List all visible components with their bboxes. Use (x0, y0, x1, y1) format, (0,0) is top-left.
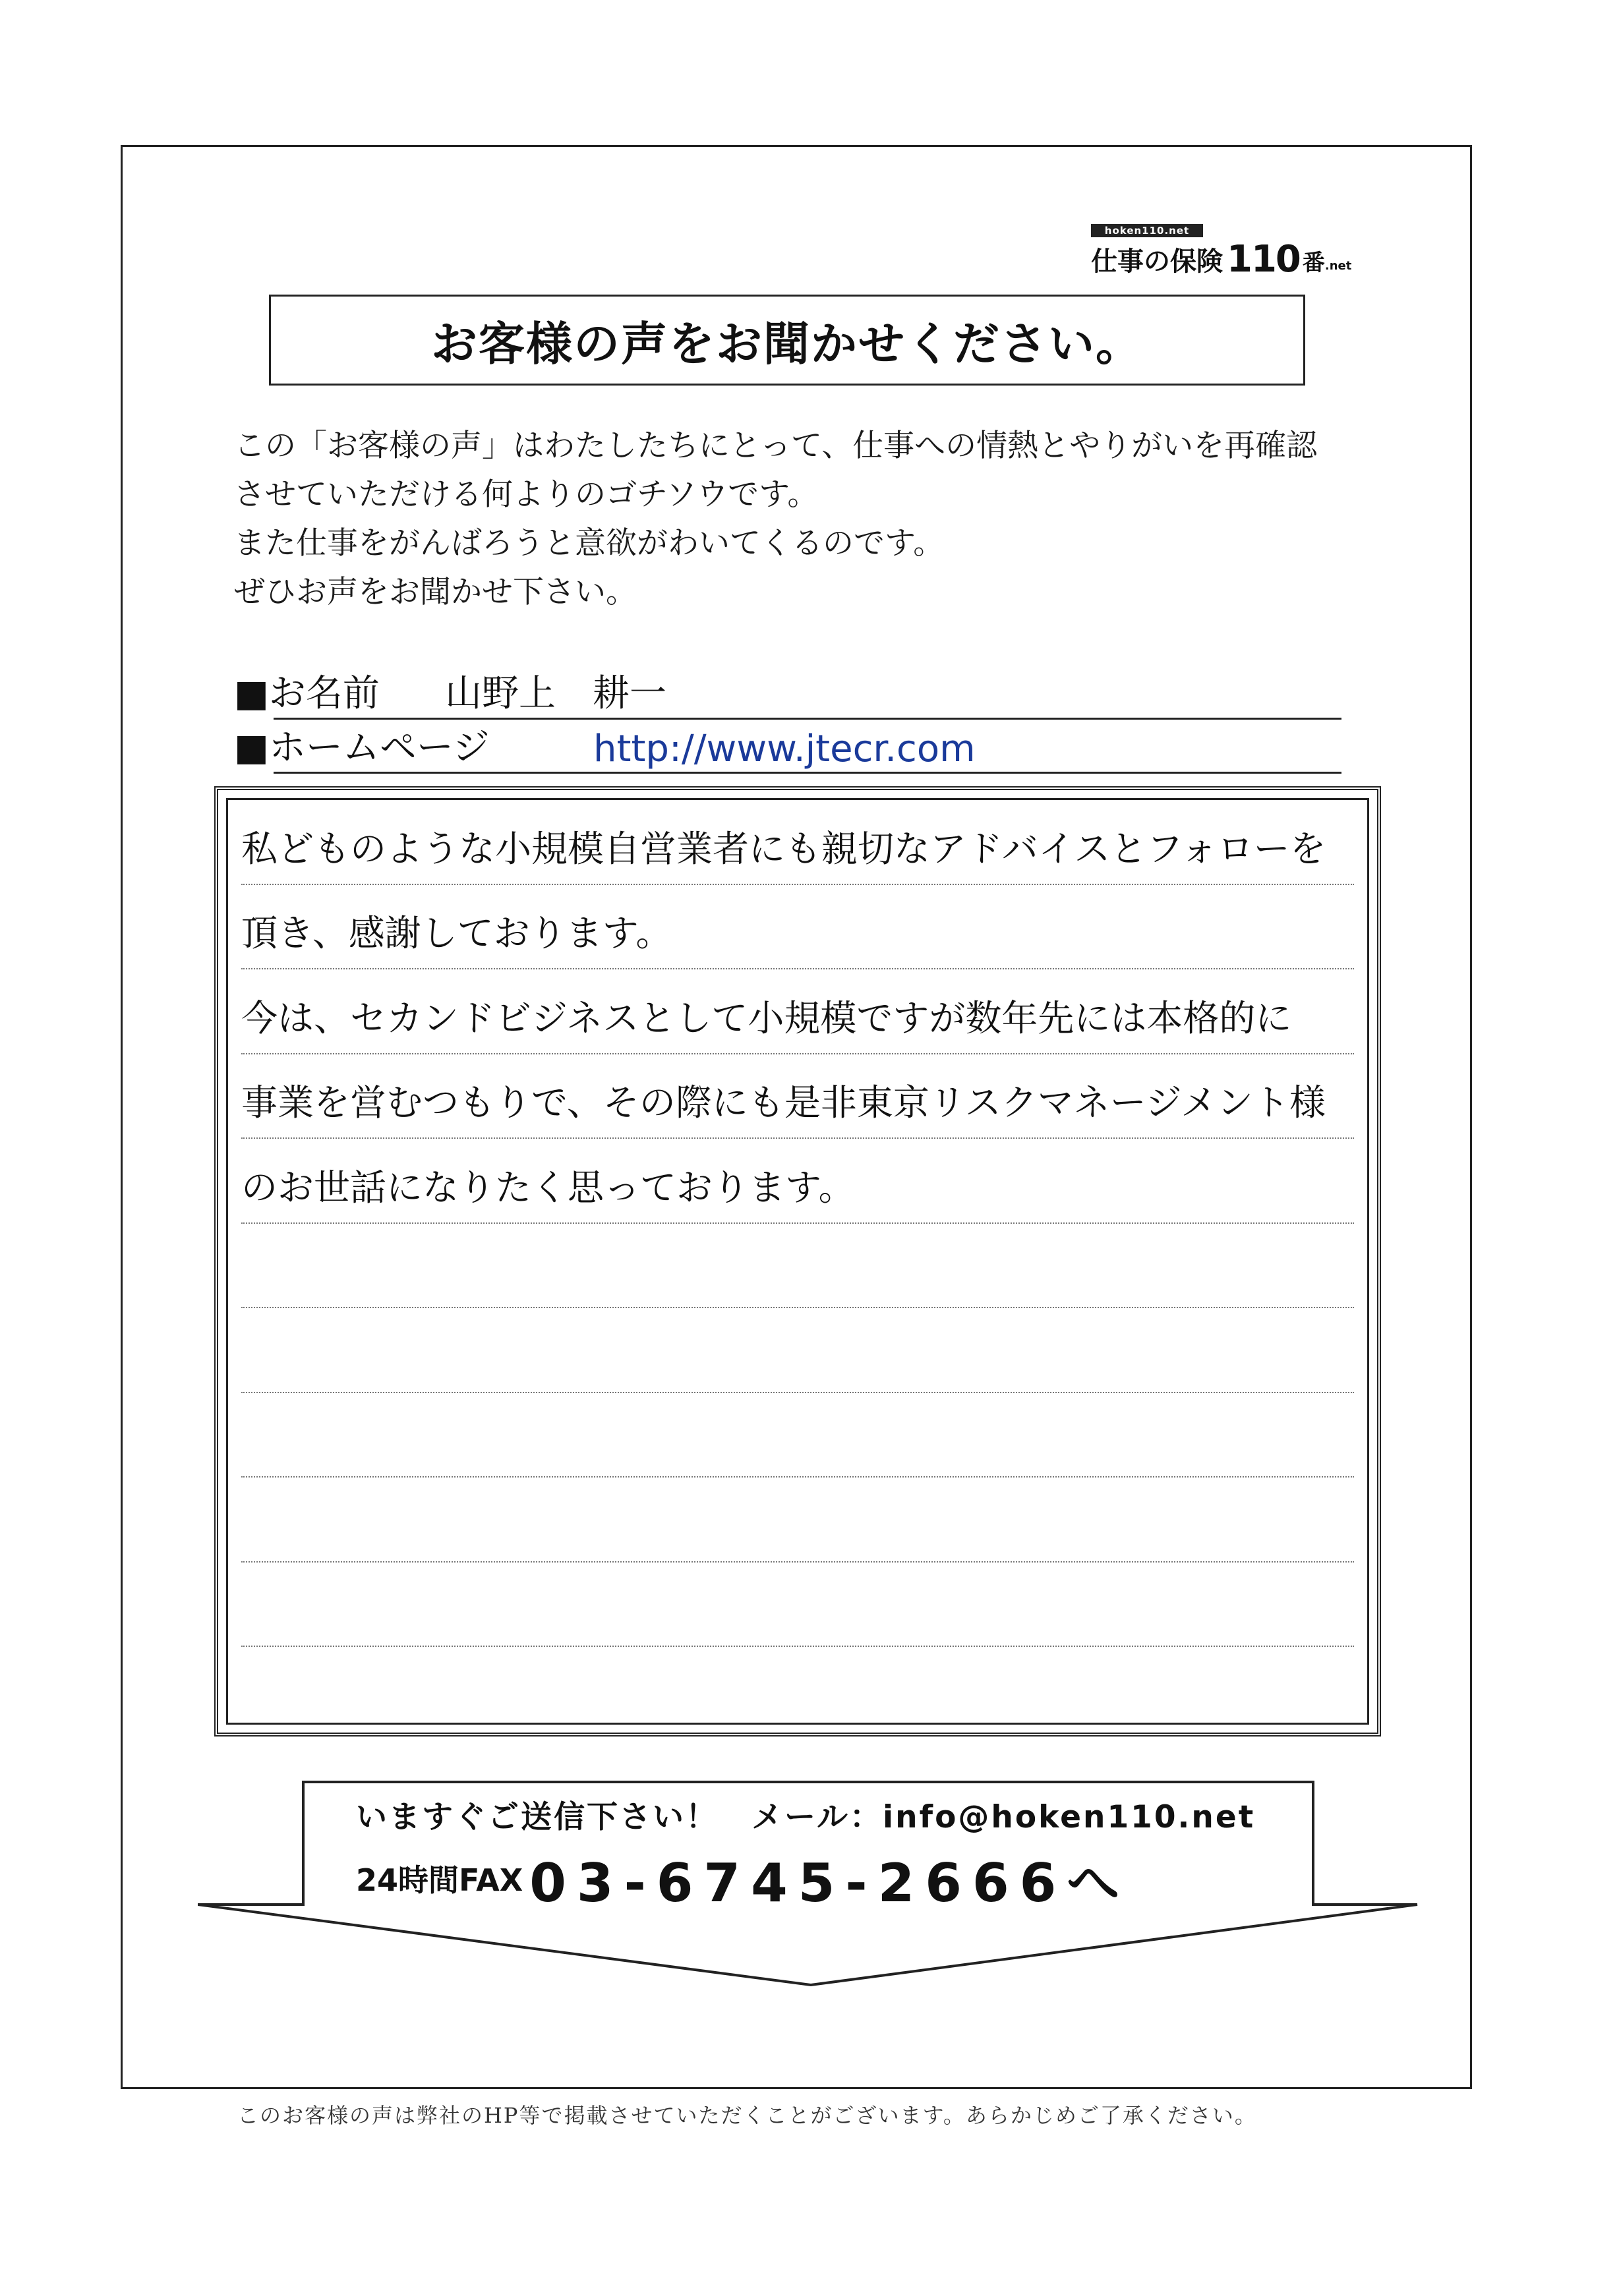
comment-line (241, 1647, 1354, 1732)
page-title: お客様の声をお聞かせください。 (431, 316, 1143, 371)
comment-line (241, 1478, 1354, 1563)
name-label: ■お名前 (234, 672, 380, 715)
send-arrow (198, 1779, 1424, 1997)
homepage-link[interactable]: http://www.jtecr.com (593, 728, 976, 770)
comment-line (241, 1308, 1354, 1393)
homepage-label: ■ホームページ (234, 726, 490, 769)
comment-text: のお世話になりたく思っております。 (241, 1166, 855, 1209)
logo-tld: .net (1324, 259, 1352, 273)
intro-line: また仕事をがんばろうと意欲がわいてくるのです。 (234, 525, 945, 561)
comment-line (241, 800, 1354, 885)
comment-text: 事業を営むつもりで、その際にも是非東京リスクマネージメント様 (241, 1081, 1326, 1124)
logo-number: 110 (1227, 238, 1300, 281)
fax-row (356, 1845, 1131, 1914)
fax-number: 03-6745-2666へ (529, 1852, 1131, 1914)
intro-line: させていただける何よりのゴチソウです。 (234, 476, 819, 513)
name-value: 山野上 耕一 (445, 672, 666, 715)
logo-name: 仕事の保険 (1091, 246, 1223, 277)
comment-line (241, 1054, 1354, 1139)
comment-line (241, 1139, 1354, 1224)
comment-text: 今は、セカンドビジネスとして小規模ですが数年先には本格的に (241, 996, 1292, 1039)
send-email-text: いますぐご送信下さい！ メール：info@hoken110.net (356, 1799, 1256, 1835)
comment-line (241, 1224, 1354, 1309)
comment-lines (241, 800, 1354, 1723)
comment-line (241, 1563, 1354, 1648)
homepage-underline (274, 772, 1341, 774)
intro-paragraph (234, 422, 1394, 617)
intro-line: ぜひお声をお聞かせ下さい。 (234, 574, 637, 610)
name-field (234, 670, 1341, 720)
comment-line (241, 1393, 1354, 1478)
homepage-field (234, 724, 1341, 774)
fax-label: 24時間FAX (356, 1862, 523, 1898)
logo-badge: hoken110.net (1091, 224, 1203, 237)
footer-note: このお客様の声は弊社のHP等で掲載させていただくことがございます。あらかじめご了承ください。 (237, 2103, 1257, 2128)
comment-text: 私どものような小規模自営業者にも親切なアドバイスとフォローを (241, 827, 1326, 870)
title-box (269, 295, 1305, 386)
comment-line (241, 885, 1354, 970)
logo-suffix: 番 (1302, 250, 1325, 276)
name-underline (274, 718, 1341, 720)
logo-main (1091, 238, 1352, 281)
comment-inner-frame (226, 798, 1369, 1725)
company-logo (1091, 224, 1381, 281)
comment-text: 頂き、感謝しております。 (241, 912, 672, 954)
comment-line (241, 969, 1354, 1054)
comment-box (214, 786, 1381, 1736)
intro-line: この「お客様の声」はわたしたちにとって、仕事への情熱とやりがいを再確認 (234, 428, 1318, 464)
